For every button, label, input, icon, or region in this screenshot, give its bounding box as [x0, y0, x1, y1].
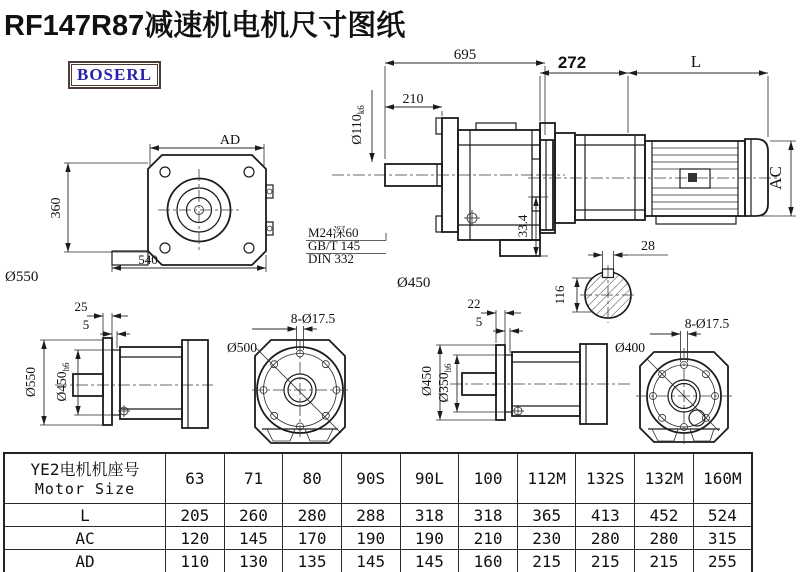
- table-cell: 130: [224, 550, 283, 572]
- table-cell: 365: [517, 504, 576, 527]
- table-cell: 120: [166, 527, 225, 550]
- table-cell: 524: [693, 504, 752, 527]
- shaft-section-view: [552, 239, 668, 323]
- dim-695: 695: [453, 47, 477, 63]
- table-cell: 110: [166, 550, 225, 572]
- column-header: 132M: [635, 453, 694, 504]
- row-label: L: [4, 504, 166, 527]
- table-cell: 280: [576, 527, 635, 550]
- table-cell: 288: [341, 504, 400, 527]
- table-cell: 215: [576, 550, 635, 572]
- motor-side-view: [528, 52, 796, 233]
- table-cell: 230: [517, 527, 576, 550]
- dim-22: 22: [467, 296, 481, 311]
- label-bolt-holes: 8-Ø17.5: [290, 311, 336, 326]
- flange-front-view-small: [615, 316, 732, 444]
- dim-5: 5: [475, 314, 483, 329]
- table-cell: 135: [283, 550, 342, 572]
- table-cell: 255: [693, 550, 752, 572]
- table-row: [4, 550, 752, 572]
- table-cell: 215: [517, 550, 576, 572]
- table-cell: 145: [400, 550, 459, 572]
- table-cell: 145: [341, 550, 400, 572]
- dim-5: 5: [82, 317, 90, 332]
- table-cell: 145: [224, 527, 283, 550]
- column-header: 132S: [576, 453, 635, 504]
- target-mark: [464, 210, 480, 226]
- thread-callout: M24深60: [308, 225, 359, 240]
- table-cell: 318: [459, 504, 518, 527]
- table-cell: 205: [166, 504, 225, 527]
- table-row: [4, 527, 752, 550]
- table-cell: 318: [400, 504, 459, 527]
- table-row: [4, 504, 752, 527]
- dim-o350h6: $Ø350_{h6}$: [436, 363, 453, 403]
- table-cell: 190: [341, 527, 400, 550]
- brand-logo-text: BOSERL: [71, 64, 158, 86]
- label-bolt-holes: 8-Ø17.5: [684, 316, 730, 331]
- table-cell: 170: [283, 527, 342, 550]
- dim-25: 25: [74, 299, 88, 314]
- standard-din332: DIN 332: [308, 251, 354, 266]
- label-flange-o450: Ø450: [397, 275, 431, 291]
- dim-28: 28: [641, 239, 655, 254]
- table-cell: 160: [459, 550, 518, 572]
- row-label: AD: [4, 550, 166, 572]
- dim-shaft-diameter: $Ø110_{k6}$: [350, 105, 366, 145]
- flange-side-view-large: [23, 299, 213, 428]
- dim-l: L: [690, 52, 702, 71]
- table-cell: 260: [224, 504, 283, 527]
- column-header: 71: [224, 453, 283, 504]
- table-header-row: [4, 453, 752, 504]
- gearbox-front-view: [5, 133, 273, 285]
- dim-o550: Ø550: [23, 367, 38, 397]
- technical-drawing: [0, 45, 800, 452]
- label-o550: Ø550: [5, 269, 39, 285]
- table-cell: 280: [635, 527, 694, 550]
- dim-o450h6: $Ø450_{h6}$: [54, 362, 71, 402]
- table-cell: 190: [400, 527, 459, 550]
- table-cell: 280: [283, 504, 342, 527]
- dim-540: 540: [138, 252, 158, 267]
- column-header: 90L: [400, 453, 459, 504]
- header-en: Motor Size: [34, 479, 136, 498]
- dim-ad: AD: [219, 133, 241, 148]
- dim-210: 210: [402, 92, 424, 107]
- column-header: 63: [166, 453, 225, 504]
- table-cell: 215: [635, 550, 694, 572]
- column-header: 160M: [693, 453, 752, 504]
- dim-360: 360: [49, 197, 64, 219]
- table-cell: 452: [635, 504, 694, 527]
- dim-33-4: 33.4: [515, 214, 530, 238]
- column-header: 112M: [517, 453, 576, 504]
- dim-ac: AC: [766, 166, 785, 190]
- table-body: [4, 504, 752, 572]
- dim-116: 116: [552, 285, 567, 305]
- label-o400: Ø400: [615, 340, 645, 355]
- table-cell: 210: [459, 527, 518, 550]
- label-o500: Ø500: [227, 340, 257, 355]
- column-header: 80: [283, 453, 342, 504]
- page-title: RF147R87减速机电机尺寸图纸: [4, 10, 406, 42]
- column-header: 100: [459, 453, 518, 504]
- dim-o450: Ø450: [419, 366, 434, 396]
- column-header: 90S: [341, 453, 400, 504]
- header-cn: YE2电机机座号: [30, 460, 140, 480]
- reducer-side-view: [306, 47, 565, 291]
- table-corner-header: [4, 453, 166, 504]
- motor-size-table: [3, 452, 753, 572]
- dim-272: 272: [557, 53, 587, 72]
- standard-gbt145: GB/T 145: [308, 238, 361, 253]
- table-cell: 413: [576, 504, 635, 527]
- row-label: AC: [4, 527, 166, 550]
- flange-front-view-large: [227, 311, 348, 443]
- table-cell: 315: [693, 527, 752, 550]
